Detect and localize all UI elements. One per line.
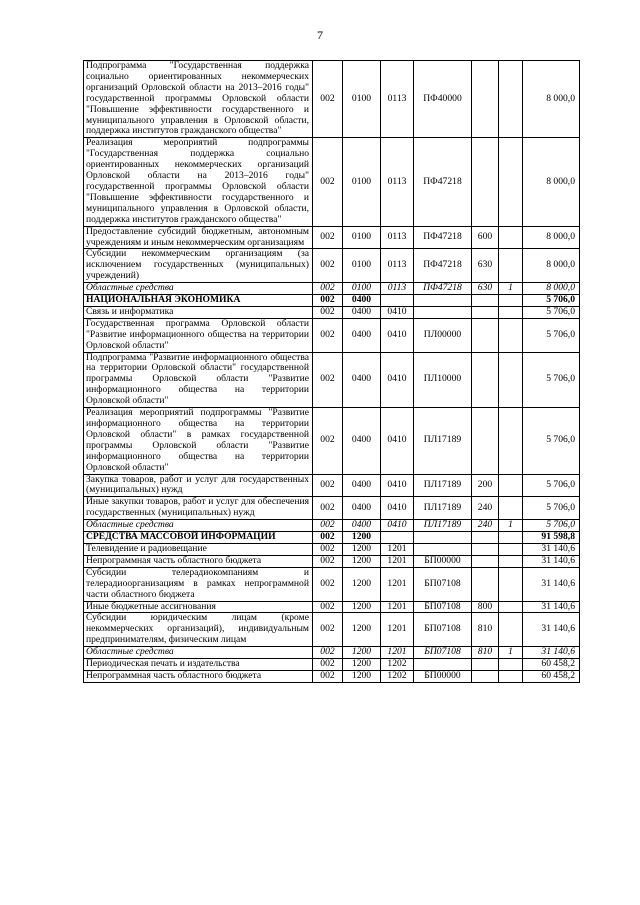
amount-cell: 60 458,2 bbox=[523, 670, 580, 682]
target-article-code-cell: БП07108 bbox=[414, 613, 472, 647]
row-name-cell: Иные закупки товаров, работ и услуг для обеспечения государственных (муниципальных) нужд bbox=[84, 497, 313, 520]
table-row bbox=[84, 295, 580, 307]
table-row bbox=[84, 659, 580, 671]
target-article-code-cell: ПЛ00000 bbox=[414, 318, 472, 352]
amount-cell: 31 140,6 bbox=[523, 567, 580, 601]
funding-source-code-cell bbox=[499, 226, 523, 249]
funding-source-code-cell bbox=[499, 659, 523, 671]
grbs-code-cell: 002 bbox=[313, 408, 343, 474]
row-name-cell: Непрограммная часть областного бюджета bbox=[84, 555, 313, 567]
section-code-cell: 1200 bbox=[343, 647, 381, 659]
grbs-code-cell: 002 bbox=[313, 543, 343, 555]
funding-source-code-cell bbox=[499, 474, 523, 497]
grbs-code-cell: 002 bbox=[313, 601, 343, 613]
expense-type-code-cell: 240 bbox=[472, 520, 499, 532]
subsection-code-cell: 1202 bbox=[381, 659, 414, 671]
funding-source-code-cell bbox=[499, 543, 523, 555]
amount-cell: 5 706,0 bbox=[523, 352, 580, 408]
target-article-code-cell: ПФ47218 bbox=[414, 226, 472, 249]
table-row bbox=[84, 474, 580, 497]
section-code-cell: 0400 bbox=[343, 497, 381, 520]
row-name-cell: Иные бюджетные ассигнования bbox=[84, 601, 313, 613]
amount-cell: 5 706,0 bbox=[523, 520, 580, 532]
grbs-code-cell: 002 bbox=[313, 61, 343, 138]
funding-source-code-cell bbox=[499, 138, 523, 226]
subsection-code-cell: 0410 bbox=[381, 497, 414, 520]
funding-source-code-cell bbox=[499, 532, 523, 544]
table-row bbox=[84, 408, 580, 474]
row-name-cell: Реализация мероприятий подпрограммы "Государственная поддержка социально ориентированных некоммерческих организаций Орловской области на 2013–2016 годы" государственной программы Орловской области "Повышение эффективности государственного и муниципального управления в Орловской области, поддержка институтов гражданского общества" bbox=[84, 138, 313, 226]
section-code-cell: 1200 bbox=[343, 532, 381, 544]
amount-cell: 5 706,0 bbox=[523, 474, 580, 497]
amount-cell: 5 706,0 bbox=[523, 497, 580, 520]
amount-cell: 91 598,8 bbox=[523, 532, 580, 544]
funding-source-code-cell: 1 bbox=[499, 283, 523, 295]
row-name-cell: Закупка товаров, работ и услуг для государственных (муниципальных) нужд bbox=[84, 474, 313, 497]
subsection-code-cell: 1202 bbox=[381, 670, 414, 682]
subsection-code-cell: 0113 bbox=[381, 226, 414, 249]
subsection-code-cell: 0113 bbox=[381, 61, 414, 138]
section-code-cell: 0100 bbox=[343, 283, 381, 295]
table-row bbox=[84, 497, 580, 520]
target-article-code-cell bbox=[414, 543, 472, 555]
target-article-code-cell: ПЛ17189 bbox=[414, 408, 472, 474]
row-name-cell: Телевидение и радиовещание bbox=[84, 543, 313, 555]
row-name-cell: НАЦИОНАЛЬНАЯ ЭКОНОМИКА bbox=[84, 295, 313, 307]
expense-type-code-cell bbox=[472, 306, 499, 318]
budget-table bbox=[83, 60, 580, 683]
expense-type-code-cell bbox=[472, 543, 499, 555]
row-name-cell: Подпрограмма "Развитие информационного общества на территории Орловской области" государственной программы Орловской области "Развитие информационного общества на территории Орловской области" bbox=[84, 352, 313, 408]
table-row bbox=[84, 647, 580, 659]
subsection-code-cell: 1201 bbox=[381, 567, 414, 601]
grbs-code-cell: 002 bbox=[313, 138, 343, 226]
expense-type-code-cell bbox=[472, 352, 499, 408]
grbs-code-cell: 002 bbox=[313, 532, 343, 544]
row-name-cell: Подпрограмма "Государственная поддержка социально ориентированных некоммерческих организаций Орловской области на 2013–2016 годы" государственной программы Орловской области "Повышение эффективности государственного и муниципального управления в Орловской области, поддержка институтов гражданского общества" bbox=[84, 61, 313, 138]
subsection-code-cell bbox=[381, 532, 414, 544]
section-code-cell: 1200 bbox=[343, 601, 381, 613]
table-row bbox=[84, 306, 580, 318]
table-row bbox=[84, 318, 580, 352]
grbs-code-cell: 002 bbox=[313, 647, 343, 659]
target-article-code-cell bbox=[414, 659, 472, 671]
funding-source-code-cell: 1 bbox=[499, 647, 523, 659]
target-article-code-cell: БП00000 bbox=[414, 555, 472, 567]
target-article-code-cell: ПЛ17189 bbox=[414, 520, 472, 532]
funding-source-code-cell bbox=[499, 306, 523, 318]
expense-type-code-cell bbox=[472, 61, 499, 138]
grbs-code-cell: 002 bbox=[313, 613, 343, 647]
amount-cell: 31 140,6 bbox=[523, 555, 580, 567]
funding-source-code-cell: 1 bbox=[499, 520, 523, 532]
budget-table-body bbox=[84, 61, 580, 683]
row-name-cell: Областные средства bbox=[84, 520, 313, 532]
section-code-cell: 1200 bbox=[343, 555, 381, 567]
target-article-code-cell: БП07108 bbox=[414, 567, 472, 601]
subsection-code-cell: 0113 bbox=[381, 138, 414, 226]
expense-type-code-cell: 200 bbox=[472, 474, 499, 497]
expense-type-code-cell: 630 bbox=[472, 283, 499, 295]
grbs-code-cell: 002 bbox=[313, 352, 343, 408]
grbs-code-cell: 002 bbox=[313, 555, 343, 567]
funding-source-code-cell bbox=[499, 352, 523, 408]
grbs-code-cell: 002 bbox=[313, 567, 343, 601]
subsection-code-cell: 1201 bbox=[381, 601, 414, 613]
target-article-code-cell: БП07108 bbox=[414, 647, 472, 659]
amount-cell: 31 140,6 bbox=[523, 601, 580, 613]
grbs-code-cell: 002 bbox=[313, 497, 343, 520]
row-name-cell: Реализация мероприятий подпрограммы "Развитие информационного общества на территории Орловской области" в рамках государственной программы Орловской области "Развитие информационного общества на территории Орловской области" bbox=[84, 408, 313, 474]
funding-source-code-cell bbox=[499, 497, 523, 520]
section-code-cell: 1200 bbox=[343, 543, 381, 555]
amount-cell: 5 706,0 bbox=[523, 408, 580, 474]
section-code-cell: 0400 bbox=[343, 295, 381, 307]
target-article-code-cell: ПЛ17189 bbox=[414, 497, 472, 520]
subsection-code-cell: 0410 bbox=[381, 306, 414, 318]
section-code-cell: 0100 bbox=[343, 61, 381, 138]
expense-type-code-cell: 630 bbox=[472, 249, 499, 283]
page-number: 7 bbox=[317, 28, 323, 42]
section-code-cell: 0400 bbox=[343, 318, 381, 352]
subsection-code-cell: 0410 bbox=[381, 318, 414, 352]
expense-type-code-cell bbox=[472, 295, 499, 307]
subsection-code-cell: 0113 bbox=[381, 249, 414, 283]
table-row bbox=[84, 520, 580, 532]
grbs-code-cell: 002 bbox=[313, 659, 343, 671]
subsection-code-cell: 0113 bbox=[381, 283, 414, 295]
row-name-cell: Государственная программа Орловской области "Развитие информационного общества на территории Орловской области" bbox=[84, 318, 313, 352]
grbs-code-cell: 002 bbox=[313, 474, 343, 497]
amount-cell: 31 140,6 bbox=[523, 647, 580, 659]
amount-cell: 5 706,0 bbox=[523, 295, 580, 307]
target-article-code-cell: ПЛ17189 bbox=[414, 474, 472, 497]
subsection-code-cell bbox=[381, 295, 414, 307]
section-code-cell: 0400 bbox=[343, 474, 381, 497]
section-code-cell: 0400 bbox=[343, 306, 381, 318]
amount-cell: 8 000,0 bbox=[523, 226, 580, 249]
subsection-code-cell: 0410 bbox=[381, 408, 414, 474]
table-row bbox=[84, 532, 580, 544]
row-name-cell: Периодическая печать и издательства bbox=[84, 659, 313, 671]
grbs-code-cell: 002 bbox=[313, 670, 343, 682]
section-code-cell: 0400 bbox=[343, 408, 381, 474]
row-name-cell: Субсидии юридическим лицам (кроме некоммерческих организаций), индивидуальным предпринимателям, физическим лицам bbox=[84, 613, 313, 647]
row-name-cell: Связь и информатика bbox=[84, 306, 313, 318]
section-code-cell: 1200 bbox=[343, 659, 381, 671]
expense-type-code-cell: 600 bbox=[472, 226, 499, 249]
funding-source-code-cell bbox=[499, 613, 523, 647]
table-row bbox=[84, 567, 580, 601]
expense-type-code-cell: 240 bbox=[472, 497, 499, 520]
section-code-cell: 0100 bbox=[343, 226, 381, 249]
table-row bbox=[84, 555, 580, 567]
table-row bbox=[84, 138, 580, 226]
grbs-code-cell: 002 bbox=[313, 520, 343, 532]
amount-cell: 5 706,0 bbox=[523, 318, 580, 352]
table-row bbox=[84, 226, 580, 249]
amount-cell: 8 000,0 bbox=[523, 283, 580, 295]
subsection-code-cell: 1201 bbox=[381, 543, 414, 555]
expense-type-code-cell bbox=[472, 567, 499, 601]
funding-source-code-cell bbox=[499, 249, 523, 283]
expense-type-code-cell: 810 bbox=[472, 647, 499, 659]
amount-cell: 31 140,6 bbox=[523, 543, 580, 555]
row-name-cell: Субсидии некоммерческим организациям (за исключением государственных (муниципальных) учреждений) bbox=[84, 249, 313, 283]
funding-source-code-cell bbox=[499, 670, 523, 682]
amount-cell: 31 140,6 bbox=[523, 613, 580, 647]
table-row bbox=[84, 61, 580, 138]
subsection-code-cell: 1201 bbox=[381, 647, 414, 659]
amount-cell: 8 000,0 bbox=[523, 249, 580, 283]
section-code-cell: 1200 bbox=[343, 613, 381, 647]
target-article-code-cell: ПФ47218 bbox=[414, 283, 472, 295]
expense-type-code-cell: 800 bbox=[472, 601, 499, 613]
grbs-code-cell: 002 bbox=[313, 306, 343, 318]
funding-source-code-cell bbox=[499, 601, 523, 613]
target-article-code-cell: БП07108 bbox=[414, 601, 472, 613]
section-code-cell: 0400 bbox=[343, 352, 381, 408]
expense-type-code-cell bbox=[472, 670, 499, 682]
target-article-code-cell: ПЛ10000 bbox=[414, 352, 472, 408]
grbs-code-cell: 002 bbox=[313, 295, 343, 307]
section-code-cell: 1200 bbox=[343, 670, 381, 682]
target-article-code-cell bbox=[414, 306, 472, 318]
row-name-cell: Областные средства bbox=[84, 283, 313, 295]
funding-source-code-cell bbox=[499, 555, 523, 567]
subsection-code-cell: 0410 bbox=[381, 520, 414, 532]
subsection-code-cell: 0410 bbox=[381, 474, 414, 497]
table-row bbox=[84, 543, 580, 555]
section-code-cell: 0100 bbox=[343, 138, 381, 226]
table-row bbox=[84, 670, 580, 682]
section-code-cell: 1200 bbox=[343, 567, 381, 601]
row-name-cell: Непрограммная часть областного бюджета bbox=[84, 670, 313, 682]
expense-type-code-cell bbox=[472, 408, 499, 474]
expense-type-code-cell bbox=[472, 318, 499, 352]
grbs-code-cell: 002 bbox=[313, 283, 343, 295]
expense-type-code-cell bbox=[472, 138, 499, 226]
expense-type-code-cell bbox=[472, 555, 499, 567]
row-name-cell: Областные средства bbox=[84, 647, 313, 659]
row-name-cell: Предоставление субсидий бюджетным, автономным учреждениям и иным некоммерческим организациям bbox=[84, 226, 313, 249]
amount-cell: 60 458,2 bbox=[523, 659, 580, 671]
funding-source-code-cell bbox=[499, 295, 523, 307]
subsection-code-cell: 1201 bbox=[381, 613, 414, 647]
table-row bbox=[84, 601, 580, 613]
expense-type-code-cell: 810 bbox=[472, 613, 499, 647]
table-row bbox=[84, 283, 580, 295]
amount-cell: 5 706,0 bbox=[523, 306, 580, 318]
target-article-code-cell: ПФ40000 bbox=[414, 61, 472, 138]
grbs-code-cell: 002 bbox=[313, 318, 343, 352]
table-row bbox=[84, 249, 580, 283]
expense-type-code-cell bbox=[472, 659, 499, 671]
target-article-code-cell: БП00000 bbox=[414, 670, 472, 682]
subsection-code-cell: 1201 bbox=[381, 555, 414, 567]
funding-source-code-cell bbox=[499, 61, 523, 138]
funding-source-code-cell bbox=[499, 567, 523, 601]
row-name-cell: Субсидии телерадиокомпаниям и телерадиоорганизациям в рамках непрограммной части областного бюджета bbox=[84, 567, 313, 601]
target-article-code-cell bbox=[414, 532, 472, 544]
subsection-code-cell: 0410 bbox=[381, 352, 414, 408]
amount-cell: 8 000,0 bbox=[523, 61, 580, 138]
funding-source-code-cell bbox=[499, 318, 523, 352]
row-name-cell: СРЕДСТВА МАССОВОЙ ИНФОРМАЦИИ bbox=[84, 532, 313, 544]
expense-type-code-cell bbox=[472, 532, 499, 544]
target-article-code-cell: ПФ47218 bbox=[414, 138, 472, 226]
target-article-code-cell bbox=[414, 295, 472, 307]
section-code-cell: 0400 bbox=[343, 520, 381, 532]
amount-cell: 8 000,0 bbox=[523, 138, 580, 226]
grbs-code-cell: 002 bbox=[313, 249, 343, 283]
target-article-code-cell: ПФ47218 bbox=[414, 249, 472, 283]
grbs-code-cell: 002 bbox=[313, 226, 343, 249]
table-row bbox=[84, 613, 580, 647]
section-code-cell: 0100 bbox=[343, 249, 381, 283]
funding-source-code-cell bbox=[499, 408, 523, 474]
table-row bbox=[84, 352, 580, 408]
